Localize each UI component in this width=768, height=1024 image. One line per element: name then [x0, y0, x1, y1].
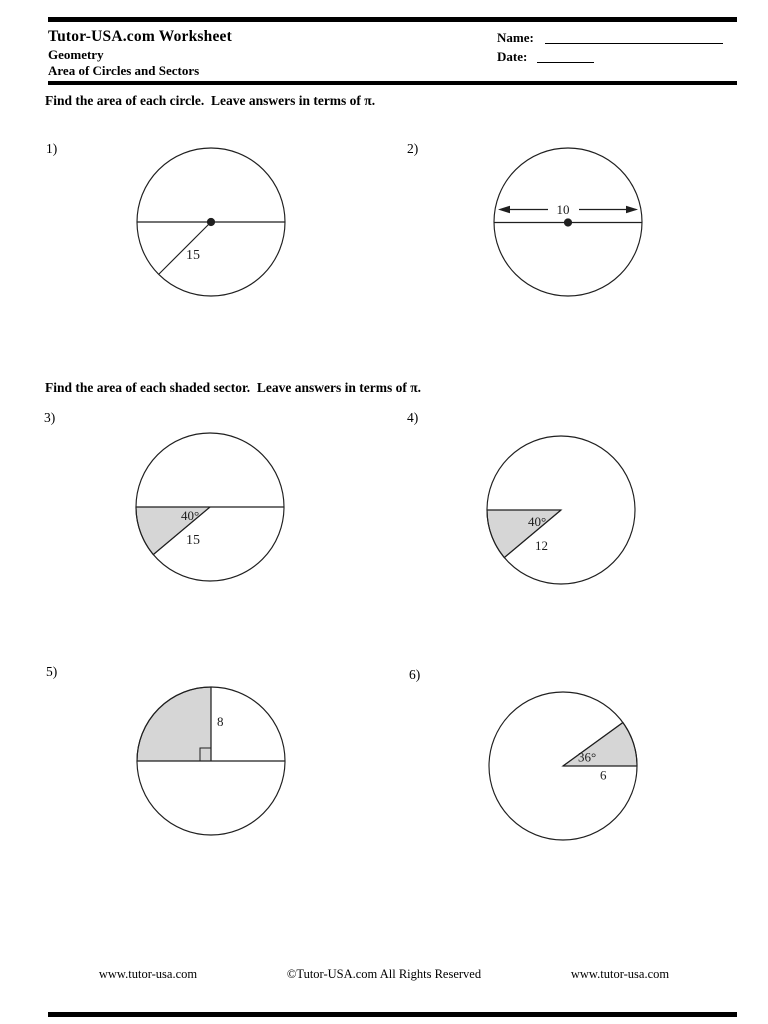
problem-1-figure: [126, 137, 296, 307]
problem-1-number: 1): [46, 141, 58, 156]
footer: [30, 967, 738, 982]
instruction-circles: Find the area of each circle. Leave answers in terms of π.: [45, 93, 376, 108]
shaded-sector: [563, 723, 637, 767]
radius-line: [159, 222, 211, 274]
radius-label: 12: [535, 538, 548, 553]
name-blank-line: [545, 43, 723, 44]
footer-url-left: www.tutor-usa.com: [98, 967, 198, 981]
instruction-sectors: Find the area of each shaded sector. Leave answers in terms of π.: [45, 380, 421, 395]
name-label: Name:: [497, 30, 534, 45]
shaded-sector: [487, 510, 561, 558]
footer-copyright: ©Tutor-USA.com All Rights Reserved: [286, 967, 482, 981]
diameter-label: 10: [556, 202, 570, 217]
top-rule: [48, 17, 737, 22]
subject-label: Geometry: [48, 47, 104, 62]
problem-3-figure: [125, 422, 295, 592]
header-rule: [48, 81, 737, 85]
angle-label: 40°: [181, 508, 200, 523]
problem-6-number: 6): [409, 667, 421, 682]
problem-2-figure: [483, 137, 653, 307]
page-title: Tutor-USA.com Worksheet: [48, 28, 233, 45]
radius-label: 15: [186, 248, 200, 263]
problem-5-number: 5): [46, 664, 58, 679]
topic-label: Area of Circles and Sectors: [48, 63, 200, 78]
footer-url-right: www.tutor-usa.com: [570, 967, 670, 981]
problem-3-number: 3): [44, 410, 56, 425]
date-label: Date:: [497, 49, 528, 64]
problem-4-number: 4): [407, 410, 419, 425]
problem-6-figure: [478, 681, 648, 851]
date-blank-line: [537, 62, 594, 63]
arrowhead-left-icon: [498, 206, 510, 214]
problem-5-figure: [126, 676, 296, 846]
center-dot: [564, 218, 572, 226]
radius-label: 8: [217, 714, 224, 729]
problem-2-number: 2): [407, 141, 419, 156]
arrowhead-right-icon: [626, 206, 638, 214]
angle-label: 40°: [528, 514, 547, 529]
center-dot: [207, 218, 215, 226]
radius-label: 15: [186, 533, 200, 548]
radius-label: 6: [600, 767, 607, 783]
bottom-rule: [48, 1012, 737, 1017]
angle-label: 36°: [578, 749, 597, 765]
problem-4-figure: [476, 425, 646, 595]
